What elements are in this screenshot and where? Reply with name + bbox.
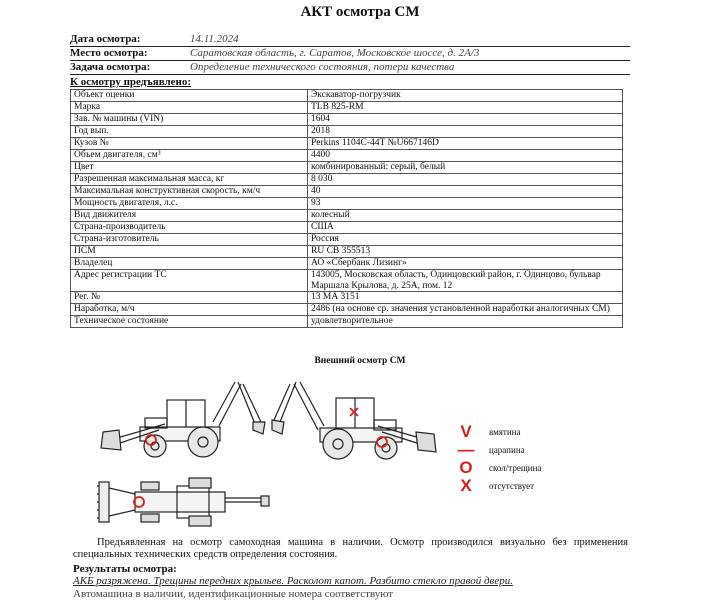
spec-row	[71, 90, 623, 102]
spec-value: АО «Сбербанк Лизинг»	[308, 258, 623, 270]
results-text: АКБ разряжена. Трещины передних крыльев. Расколот капот. Разбито стекло правой двери.	[73, 575, 513, 587]
spec-value: Россия	[308, 234, 623, 246]
spec-value: 143005, Московская область, Одинцовский район, г. Одинцово, бульвар Маршала Крылова, д. 25А, пом. 12	[308, 270, 623, 292]
spec-row	[71, 222, 623, 234]
legend-item-chip	[455, 459, 541, 477]
legend-label: отсутствует	[489, 481, 535, 491]
spec-key: Год вып.	[71, 126, 308, 138]
missing-symbol-icon: X	[460, 476, 472, 495]
spec-key: Адрес регистрации ТС	[71, 270, 308, 292]
spec-row	[71, 138, 623, 150]
spec-value: США	[308, 222, 623, 234]
spec-key: Объем двигателя, см³	[71, 150, 308, 162]
meta-task-value: Определение технического состояния, потери качества	[190, 61, 455, 73]
spec-key: Наработка, м/ч	[71, 304, 308, 316]
spec-row	[71, 246, 623, 258]
spec-row	[71, 162, 623, 174]
spec-key: Страна-изготовитель	[71, 234, 308, 246]
meta-place-label: Место осмотра:	[70, 47, 148, 59]
spec-key: Кузов №	[71, 138, 308, 150]
spec-key: Разрешенная максимальная масса, кг	[71, 174, 308, 186]
spec-key: Страна-производитель	[71, 222, 308, 234]
spec-row	[71, 234, 623, 246]
spec-value: комбинированный: серый, белый	[308, 162, 623, 174]
spec-value: удовлетворительное	[308, 316, 623, 328]
spec-row	[71, 304, 623, 316]
visual-inspection-title: Внешний осмотр СМ	[314, 356, 406, 366]
chip-symbol-icon: O	[459, 458, 473, 477]
legend-item-scratch	[455, 441, 541, 459]
meta-date-row	[70, 33, 630, 47]
spec-row	[71, 270, 623, 292]
spec-key: Мощность двигателя, л.с.	[71, 198, 308, 210]
spec-key: Рег. №	[71, 292, 308, 304]
spec-value: 8 030	[308, 174, 623, 186]
spec-key: Владелец	[71, 258, 308, 270]
spec-value: 93	[308, 198, 623, 210]
meta-task-label: Задача осмотра:	[70, 61, 151, 73]
spec-value: 2486 (на основе ср. значения установленной наработки аналогичных СМ)	[308, 304, 623, 316]
spec-key: ПСМ	[71, 246, 308, 258]
spec-value: 2018	[308, 126, 623, 138]
spec-value: колесный	[308, 210, 623, 222]
dent-symbol-icon: V	[460, 422, 472, 441]
spec-row	[71, 186, 623, 198]
results-heading: Результаты осмотра:	[73, 563, 177, 575]
spec-key: Техническое состояние	[71, 316, 308, 328]
spec-row	[71, 198, 623, 210]
spec-value: TLB 825-RM	[308, 102, 623, 114]
legend-label: вмятина	[489, 427, 521, 437]
spec-row	[71, 316, 623, 328]
spec-value: RU CB 355513	[308, 246, 623, 258]
spec-value: 1604	[308, 114, 623, 126]
spec-key: Объект оценки	[71, 90, 308, 102]
meta-place-value: Саратовская область, г. Саратов, Московское шоссе, д. 2А/3	[190, 47, 480, 59]
meta-date-label: Дата осмотра:	[70, 33, 141, 45]
spec-key: Марка	[71, 102, 308, 114]
spec-row	[71, 258, 623, 270]
document-title: АКТ осмотра СМ	[300, 4, 420, 20]
spec-value: Perkins 1104C-44T №U667146D	[308, 138, 623, 150]
meta-place-row	[70, 47, 630, 61]
spec-value: 13 МА 3151	[308, 292, 623, 304]
meta-task-row	[70, 61, 630, 75]
damage-legend	[455, 423, 541, 495]
spec-row	[71, 210, 623, 222]
spec-key: Зав. № машины (VIN)	[71, 114, 308, 126]
spec-key: Максимальная конструктивная скорость, км/ч	[71, 186, 308, 198]
inspection-paragraph: Предъявленная на осмотр самоходная машина в наличии. Осмотр производился визуально без применения специальных технических средств определения состояния.	[73, 537, 628, 560]
spec-key: Вид движителя	[71, 210, 308, 222]
spec-value: 40	[308, 186, 623, 198]
cut-off-line: Автомашина в наличии, идентификационные номера соответствуют	[73, 588, 394, 600]
spec-row	[71, 292, 623, 304]
legend-label: царапина	[489, 445, 525, 455]
legend-item-missing	[455, 477, 541, 495]
spec-table	[70, 89, 623, 328]
top-view-drawing	[95, 474, 275, 534]
spec-row	[71, 174, 623, 186]
spec-row	[71, 126, 623, 138]
spec-value: Экскаватор-погрузчик	[308, 90, 623, 102]
scratch-symbol-icon: —	[457, 440, 475, 459]
side-view-left-drawing	[95, 372, 275, 472]
spec-row	[71, 114, 623, 126]
spec-key: Цвет	[71, 162, 308, 174]
legend-label: скол/трещина	[489, 463, 542, 473]
spec-row	[71, 102, 623, 114]
meta-date-value: 14.11.2024	[190, 33, 239, 45]
spec-row	[71, 150, 623, 162]
inspection-meta	[70, 33, 630, 75]
side-view-right-drawing	[268, 376, 440, 472]
legend-item-dent	[455, 423, 541, 441]
damage-missing-mark-door	[350, 408, 358, 416]
spec-value: 4400	[308, 150, 623, 162]
section-heading: К осмотру предъявлено:	[70, 76, 192, 88]
